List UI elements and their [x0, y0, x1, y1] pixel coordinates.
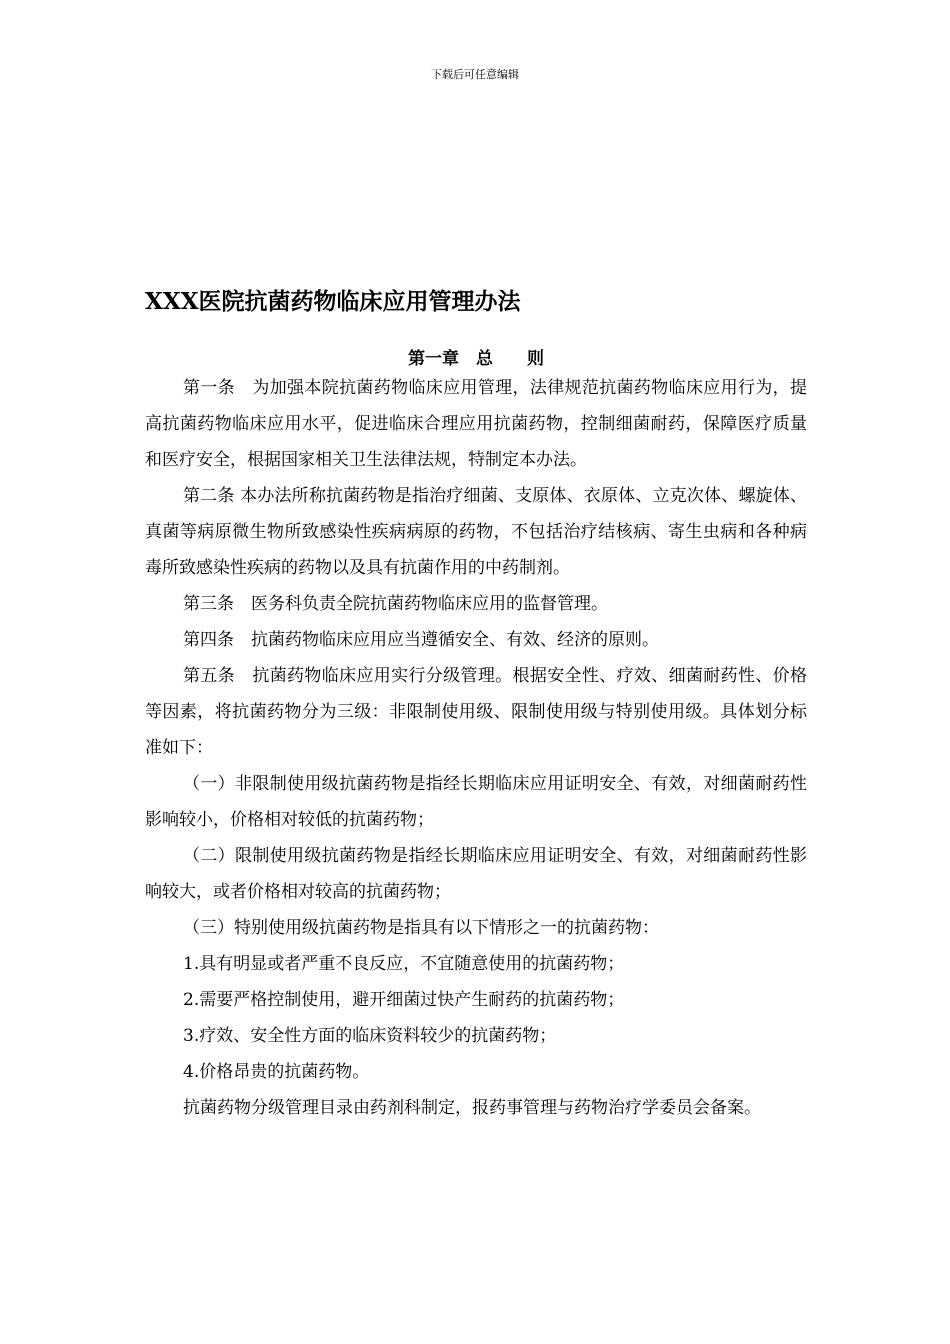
article-5: 第五条 抗菌药物临床应用实行分级管理。根据安全性、疗效、细菌耐药性、价格等因素，将抗菌药物分为三级：非限制使用级、限制使用级与特别使用级。具体划分标准如下： — [145, 666, 807, 758]
condition-item-3: 3.疗效、安全性方面的临床资料较少的抗菌药物； — [183, 1026, 557, 1046]
article-3: 第三条 医务科负责全院抗菌药物临床应用的监督管理。 — [183, 594, 608, 614]
condition-item-2: 2.需要严格控制使用，避开细菌过快产生耐药的抗菌药物； — [183, 990, 625, 1010]
closing-paragraph: 抗菌药物分级管理目录由药剂科制定，报药事管理与药物治疗学委员会备案。 — [183, 1098, 761, 1118]
article-2: 第二条 本办法所称抗菌药物是指治疗细菌、支原体、衣原体、立克次体、螺旋体、真菌等病原微生物所致感染性疾病病原的药物，不包括治疗结核病、寄生虫病和各种病毒所致感染性疾病的药物以及具有抗菌作用的中药制剂。 — [145, 486, 807, 578]
level-item-2: （二）限制使用级抗菌药物是指经长期临床应用证明安全、有效，对细菌耐药性影响较大，或者价格相对较高的抗菌药物； — [145, 846, 807, 902]
document-title: XXX医院抗菌药物临床应用管理办法 — [145, 288, 521, 315]
condition-item-4: 4.价格昂贵的抗菌药物。 — [183, 1062, 370, 1082]
document-body — [145, 346, 807, 1126]
article-4: 第四条 抗菌药物临床应用应当遵循安全、有效、经济的原则。 — [183, 630, 659, 650]
level-item-3: （三）特别使用级抗菌药物是指具有以下情形之一的抗菌药物： — [183, 918, 659, 938]
level-item-1: （一）非限制使用级抗菌药物是指经长期临床应用证明安全、有效，对细菌耐药性影响较小，价格相对较低的抗菌药物； — [145, 774, 807, 830]
condition-item-1: 1.具有明显或者严重不良反应，不宜随意使用的抗菌药物； — [183, 954, 625, 974]
header-note: 下载后可任意编辑 — [431, 68, 519, 81]
article-1: 第一条 为加强本院抗菌药物临床应用管理，法律规范抗菌药物临床应用行为，提高抗菌药物临床应用水平，促进临床合理应用抗菌药物，控制细菌耐药，保障医疗质量和医疗安全，根据国家相关卫生法律法规，特制定本办法。 — [145, 378, 807, 470]
chapter-heading: 第一章 总 则 — [408, 349, 544, 369]
